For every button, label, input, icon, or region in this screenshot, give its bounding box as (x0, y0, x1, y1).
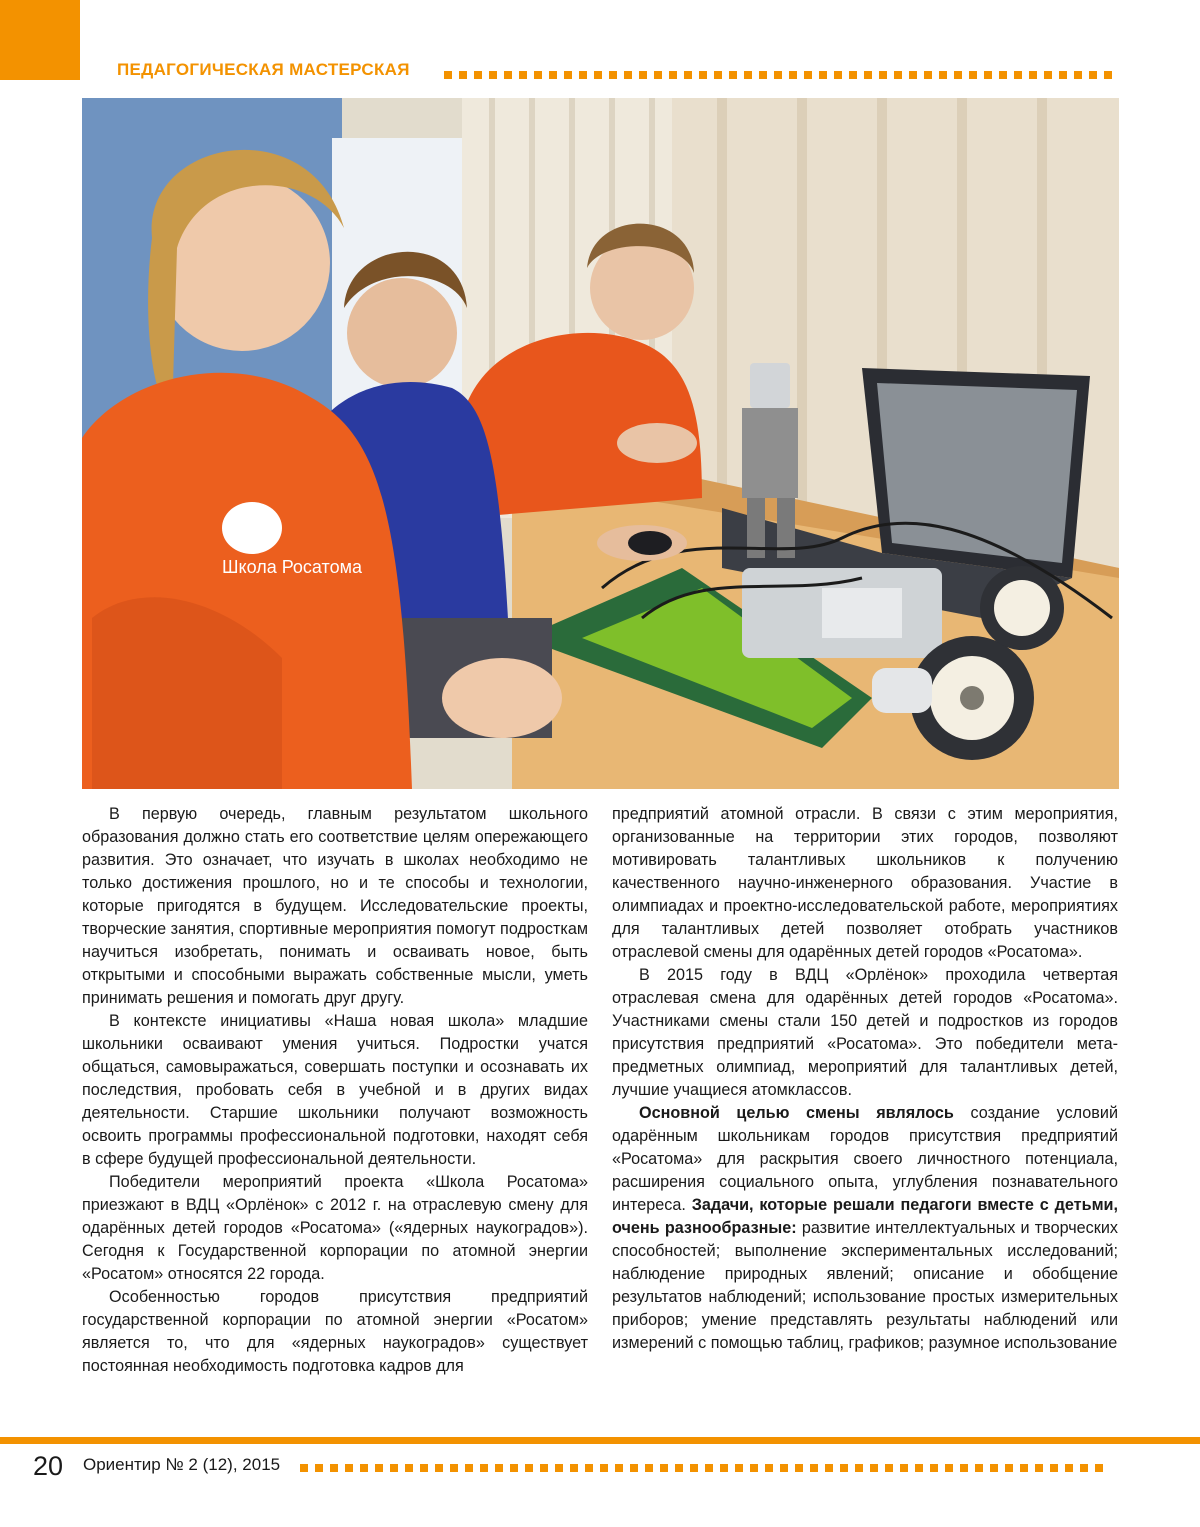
rule-dot (1014, 71, 1022, 79)
issue-label: Ориентир № 2 (12), 2015 (83, 1455, 281, 1474)
rule-dot (915, 1464, 923, 1472)
rule-dot (495, 1464, 503, 1472)
article-paragraph: В контексте инициативы «Наша новая школа» младшие школьники осваивают умения учиться. Подростки учатся общаться, самовыражаться, совершать поступки и осознавать их последствия, пробовать себя в учебной и в других видах деятельности. Старшие школьники получают возможность освоить программы профессиональной подготовки, находят себя в сфере будущей профессиональной деятельности. (82, 1012, 588, 1168)
rule-dot (819, 71, 827, 79)
rule-dot (1095, 1464, 1103, 1472)
rule-dot (489, 71, 497, 79)
rule-dot (789, 71, 797, 79)
rule-dot (609, 71, 617, 79)
rule-dot (534, 71, 542, 79)
rule-dot (870, 1464, 878, 1472)
rule-dot (960, 1464, 968, 1472)
rule-dot (1029, 71, 1037, 79)
bold-phrase: Задачи, которые решали педагоги вместе с детьми, очень разнообразные: (612, 1196, 1118, 1237)
rule-dot (759, 71, 767, 79)
rule-dot (639, 71, 647, 79)
rule-dot (909, 71, 917, 79)
rule-dot (525, 1464, 533, 1472)
article-paragraph: Особенностью городов присутствия предприятий государственной корпорации по атомной энергии «Росатом» является то, что для «ядерных наукоградов» существует постоянная необходимость подготовка кадров для (82, 1288, 588, 1375)
rule-dot (345, 1464, 353, 1472)
rule-dot (519, 71, 527, 79)
rule-dot (444, 71, 452, 79)
rule-dot (579, 71, 587, 79)
section-title: ПЕДАГОГИЧЕСКАЯ МАСТЕРСКАЯ (117, 60, 410, 79)
rule-dot (849, 71, 857, 79)
rule-dot (330, 1464, 338, 1472)
rule-dot (654, 71, 662, 79)
rule-dot (969, 71, 977, 79)
header-dot-rule (444, 71, 1120, 79)
rule-dot (714, 71, 722, 79)
text-run: создание условий одарённым школьникам городов присутствия предприятий «Росатома» для раскрытия своего личностного потенциала, расширения социального опыта, углубления познавательного интереса. (612, 1104, 1118, 1214)
rule-dot (885, 1464, 893, 1472)
article-column-left (82, 803, 588, 1378)
rule-dot (1020, 1464, 1028, 1472)
article-paragraph: предприятий атомной отрасли. В связи с этим мероприятия, организованные на территории этих городов, позволяют мотивировать талантливых школьников к получению качественного научно-инженерного образования. Участие в олимпиадах и проектно-исследовательской работе, мероприятиях для талантливых детей позволяет отобрать участников отраслевой смены для одарённых детей городов «Росатома». (612, 805, 1118, 961)
rule-dot (930, 1464, 938, 1472)
article-photo (82, 98, 1119, 789)
rule-dot (810, 1464, 818, 1472)
rule-dot (1059, 71, 1067, 79)
corner-accent-block (0, 0, 80, 80)
rule-dot (474, 71, 482, 79)
rule-dot (420, 1464, 428, 1472)
rule-dot (825, 1464, 833, 1472)
footer-dot-rule (300, 1464, 1120, 1472)
rule-dot (975, 1464, 983, 1472)
rule-dot (1044, 71, 1052, 79)
article-column-right (612, 803, 1118, 1355)
rule-dot (315, 1464, 323, 1472)
rule-dot (735, 1464, 743, 1472)
rule-dot (480, 1464, 488, 1472)
rule-dot (720, 1464, 728, 1472)
rule-dot (594, 71, 602, 79)
rule-dot (804, 71, 812, 79)
rule-dot (564, 71, 572, 79)
rule-dot (570, 1464, 578, 1472)
rule-dot (750, 1464, 758, 1472)
rule-dot (864, 71, 872, 79)
rule-dot (1035, 1464, 1043, 1472)
rule-dot (645, 1464, 653, 1472)
rule-dot (999, 71, 1007, 79)
rule-dot (669, 71, 677, 79)
article-paragraph-goals (612, 1102, 1118, 1355)
article-paragraph: В 2015 году в ВДЦ «Орлёнок» проходила четвертая отраслевая смена для одарённых детей городов «Росатома». Участниками смены стали 150 детей и подростков из городов присутствия предприятий «Росатома». Это победители мета-предметных олимпиад, мероприятий для талантливых детей, лучшие учащиеся атомклассов. (612, 966, 1118, 1099)
rule-dot (585, 1464, 593, 1472)
rule-dot (744, 71, 752, 79)
rule-dot (375, 1464, 383, 1472)
bold-phrase: Основной целью смены являлось (639, 1104, 954, 1122)
rule-dot (990, 1464, 998, 1472)
article-paragraph: Победители мероприятий проекта «Школа Росатома» приезжают в ВДЦ «Орлёнок» с 2012 г. на отраслевую смену для одарённых детей городов «Росатома» («ядерных наукоградов»). Сегодня к Государственной корпорации по атомной энергии «Росатом» относятся 22 города. (82, 1173, 588, 1283)
rule-dot (405, 1464, 413, 1472)
footer-rule (0, 1437, 1200, 1444)
rule-dot (729, 71, 737, 79)
rule-dot (1074, 71, 1082, 79)
rule-dot (900, 1464, 908, 1472)
rule-dot (450, 1464, 458, 1472)
rule-dot (834, 71, 842, 79)
rule-dot (795, 1464, 803, 1472)
rule-dot (1089, 71, 1097, 79)
rule-dot (855, 1464, 863, 1472)
rule-dot (675, 1464, 683, 1472)
rule-dot (390, 1464, 398, 1472)
rule-dot (939, 71, 947, 79)
rule-dot (765, 1464, 773, 1472)
rule-dot (555, 1464, 563, 1472)
rule-dot (879, 71, 887, 79)
shirt-print-text: Школа Росатома (222, 557, 362, 577)
rule-dot (840, 1464, 848, 1472)
rule-dot (435, 1464, 443, 1472)
rule-dot (549, 71, 557, 79)
article-paragraph: В первую очередь, главным результатом школьного образования должно стать его соответствие целям опережающего развития. Это означает, что изучать в школах необходимо не только достижения прошлого, но и те способы и технологии, которые пригодятся в будущем. Исследовательские проекты, творческие занятия, спортивные мероприятия помогут подросткам научиться изобретать, понимать и осваивать новое, быть открытыми и способными выражать собственные мысли, уметь принимать решения и помогать друг другу. (82, 805, 588, 1007)
rule-dot (615, 1464, 623, 1472)
rule-dot (924, 71, 932, 79)
rule-dot (1005, 1464, 1013, 1472)
page-number: 20 (33, 1451, 64, 1481)
rule-dot (690, 1464, 698, 1472)
rule-dot (705, 1464, 713, 1472)
rule-dot (699, 71, 707, 79)
rule-dot (1104, 71, 1112, 79)
rule-dot (465, 1464, 473, 1472)
rule-dot (624, 71, 632, 79)
rule-dot (360, 1464, 368, 1472)
rule-dot (954, 71, 962, 79)
rule-dot (984, 71, 992, 79)
rule-dot (510, 1464, 518, 1472)
rule-dot (504, 71, 512, 79)
rule-dot (894, 71, 902, 79)
rule-dot (780, 1464, 788, 1472)
rule-dot (684, 71, 692, 79)
rule-dot (630, 1464, 638, 1472)
rule-dot (1080, 1464, 1088, 1472)
rule-dot (660, 1464, 668, 1472)
rule-dot (774, 71, 782, 79)
rule-dot (600, 1464, 608, 1472)
rule-dot (1050, 1464, 1058, 1472)
rule-dot (300, 1464, 308, 1472)
rule-dot (945, 1464, 953, 1472)
rule-dot (540, 1464, 548, 1472)
text-run: развитие интеллектуальных и творческих способностей; выполнение экспериментальных исследований; наблюдение природных явлений; описание и обобщение результатов наблюдений; использование простых измерительных приборов; умение представлять результаты наблюдений или измерений с помощью таблиц, графиков; разумное использование (612, 1219, 1118, 1352)
rule-dot (1065, 1464, 1073, 1472)
rule-dot (459, 71, 467, 79)
